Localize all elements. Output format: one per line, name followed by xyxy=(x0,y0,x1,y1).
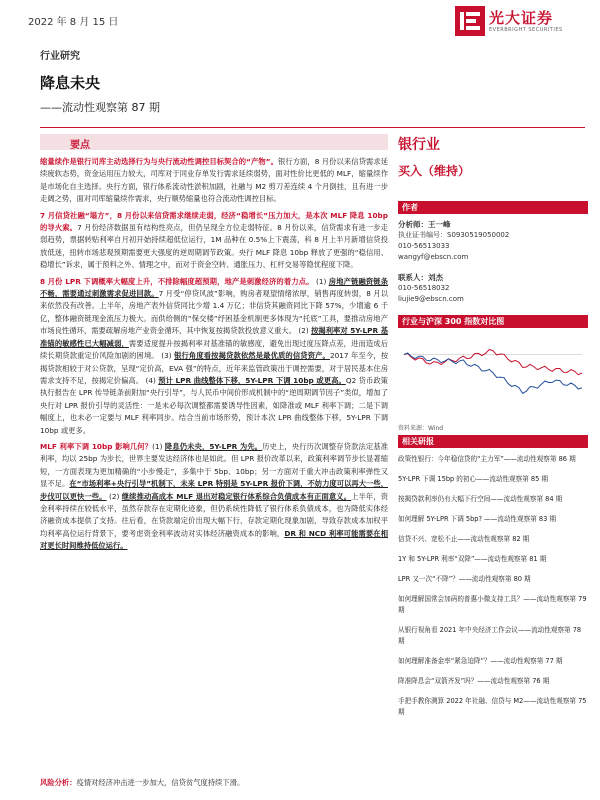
p1-rest: 银行方面，8 月份以来信贷需求延续疲软态势，资金运用压力较大，司库对于同业存单发行需求延续弱势，面对性价比更低的 MLF，缩量续作是市场化自主选择。央行方面，银行体系流动性淤积加剧，社融与 M2 剪刀差连续 4 个月倒挂，且有进一步走阔之势，面对司库缩量续作需求，央行顺势缩量也符合流动性调控目标。 xyxy=(40,157,389,204)
p4-s1: 降息仍未央，5Y-LPR 为先。 xyxy=(164,441,263,451)
p3-r4: Q2 货币政策执行报告在 LPR 传导链条前附加“央行引导”，与人民币中间价形成机制中的“逆周期调节因子”类似，增加了央行对 LPR 报价引导的灵活性：一是未必每次调整都需要诱导性因素，如降准或 MLF 利率下调；二是下调幅度上，也未必一定要与 MLF 利率同步。结合当前市场形势，预计本次 LPR 曲线整体下移，5Y-LPR 下调 10bp 或更多。 xyxy=(40,375,388,435)
key-points-header xyxy=(40,134,388,150)
p3-s3: 银行角度看按揭贷款依然是最优质的信贷资产。 xyxy=(174,351,330,361)
p4-s2: 继续推动高成本 MLF 退出对稳定银行体系综合负债成本有正面意义。 xyxy=(121,491,352,501)
related-report-item[interactable]: 降准降息会“双箭齐发”吗？——流动性观察第 76 期 xyxy=(398,677,550,685)
logo-text-en: EVERBRIGHT SECURITIES xyxy=(489,27,563,33)
p2-lead: 7 月信贷社融“塌方”，8 月份以来信贷需求继续走弱，经济“稳增长”压力加大，是本次 MLF 降息 10bp 的导火索。 xyxy=(40,210,388,233)
p3-n4: (4) xyxy=(145,375,156,385)
related-report-item[interactable]: 5Y-LPR 下调 15bp 的初心——流动性观察第 85 期 xyxy=(398,475,548,483)
rating: 买入（维持） xyxy=(398,164,471,178)
risk-text: 疫情对经济冲击进一步加大，信贷贫气度持续下滑。 xyxy=(76,778,245,787)
related-report-item[interactable]: 手把手教你测算 2022 年社融、信贷与 M2——流动性观察第 75 期 xyxy=(398,697,587,716)
related-report-item[interactable]: 按揭贷款利率仍有大幅下行空间——流动性观察第 84 期 xyxy=(398,495,563,503)
sector-name: 银行业 xyxy=(398,137,440,153)
key-points-label: 要点 xyxy=(70,140,90,151)
p2-rest: 7 月份经济数据虽有结构性亮点，但仍呈现全方位走弱特征。8 月份以来，信贷需求有进一步走弱趋势，票据转贴利率自月初开始持续超低位运行，1M 品种在 0.5%上下震荡，科 8 月上半月新增信贷投放低迷，扭转市场悲观预期需要更大强度的逆周期调节政策。央行 MLF 降息 10bp 释放了更强的“稳信用、稳增长”诉求，属于预料之外、情理之中，而对于资金空转、通胀压力、杠杆交易等隐忧程度下降。 xyxy=(40,223,389,270)
contact-phone: 010-56518032 xyxy=(398,284,450,292)
analyst-info xyxy=(398,219,588,305)
related-header: 相关研报 xyxy=(398,435,588,448)
analyst-cert: 执业证书编号：S0930519050002 xyxy=(398,231,510,239)
p1-lead: 缩量续作是银行司库主动选择行为与央行流动性调控目标契合的“产物”。 xyxy=(40,157,278,166)
paragraph-4 xyxy=(40,441,388,553)
p4-n1: (1) xyxy=(152,441,163,451)
related-report-item[interactable]: 如何理解国常会加码的普惠小微支持工具？——流动性观察第 79 期 xyxy=(398,595,587,614)
divider xyxy=(40,127,585,128)
related-report-item[interactable]: 1Y 和 5Y-LPR 利率“双降”——流动性观察第 81 期 xyxy=(398,555,547,563)
p3-head: 8 月份 LPR 下调概率大幅度上升，不排除幅度超预期，地产是刺激经济的着力点。 xyxy=(40,276,314,286)
chart-source: 资料来源：Wind xyxy=(398,425,444,432)
p4-n2: (2) xyxy=(109,491,120,501)
paragraph-3 xyxy=(40,276,388,437)
chart-header: 行业与沪深 300 指数对比图 xyxy=(398,315,588,328)
p4-r2: 上半年，资金利率持续在较低水平，虽然存款存在定期化迹象，但仍系统性降低了银行体系负债成本，也为降低实体经济融资成本提供了支持。往后看，在贷款端定价出现大幅下行、存款定期化现象加剧，导致存款成本加权平均利率高位运行背景下，要考虑资金利率波动对实体经济融资成本的影响， xyxy=(40,491,388,538)
related-report-item[interactable]: LPR 又一次“不降”？——流动性观察第 80 期 xyxy=(398,575,531,583)
p3-n1: (1) xyxy=(315,276,327,286)
chart-series-line-沪深300 xyxy=(404,353,582,393)
p4-head: MLF 利率下调 10bp 影响几何？ xyxy=(40,441,153,451)
performance-chart xyxy=(398,328,588,418)
related-report-item[interactable]: 政策性银行：今年稳信贷的“主力军”——流动性观察第 86 期 xyxy=(398,455,576,463)
report-subtitle: ——流动性观察第 87 期 xyxy=(40,101,160,114)
analyst-name: 分析师：王一峰 xyxy=(398,220,451,229)
company-logo xyxy=(455,4,590,40)
p3-s2: 按揭利率对 5Y-LPR 基准锚的敏感性已大幅减弱， xyxy=(40,326,389,348)
logo-text-cn: 光大证券 xyxy=(489,9,554,27)
p3-r3: 2017 年至今，按揭贷款相较于对公贷款，呈现“定价高，EVA 强”的特点，近年来监管政策出于调控需要，对于居民基本住房需求支持不足，按揭定价偏高。 xyxy=(40,351,389,385)
related-report-item[interactable]: 如何理解 5Y-LPR 下调 5bp? ——流动性观察第 83 期 xyxy=(398,515,556,523)
related-report-item[interactable]: 信贷不兴、宽松不止——流动性观察第 82 期 xyxy=(398,535,530,543)
paragraph-2 xyxy=(40,210,388,272)
authors-header: 作者 xyxy=(398,201,588,214)
related-reports xyxy=(398,454,588,718)
contact-name: 联系人：刘杰 xyxy=(398,273,443,282)
p3-s4: 预计 LPR 曲线整体下移，5Y-LPR 下调 10bp 或更高。 xyxy=(158,375,346,385)
contact-email[interactable]: liujie9@ebscn.com xyxy=(398,295,464,303)
risk-analysis xyxy=(40,778,244,788)
chart-series-line-银行业 xyxy=(404,350,582,375)
p4-r1a: 历史上，央行历次调整存贷款法定基准利率，均以 25bp 为步长，世界主要发达经济体也是如此。但 LPR 报价改革以来，政策利率调节步长显著缩短，一方面表现为更加精确的“小步慢走”，多集中于 5bp、10bp；另一方面对于重大冲击政策利率弹性又显不足。 xyxy=(40,441,388,489)
p4-u2: DR 和 NCD 利率可能需要在相对更长时间维持低位运行。 xyxy=(40,528,388,551)
p3-n2: (2) xyxy=(298,326,309,336)
report-title: 降息未央 xyxy=(40,74,101,92)
paragraph-1 xyxy=(40,156,388,206)
everbright-logo-icon xyxy=(455,6,485,36)
p3-r1: 7 月受“停贷风波”影响，购房者观望情绪浓厚，销售再度转弱，8 月以来依然没有改善。上半年，房地产表外信贷同比少增 1.4 万亿；非信贷其融资同比下降 57%，少增逾 6 千亿，整体融资链现金流压力极大。而供给侧的“保交楼”纾困基金机制更多体现为“托底”工具，要推动房地产市场良性循环，需要疏解房地产业资金循环，其中恢复按揭贷款投放意义重大。 xyxy=(40,289,389,336)
key-points-body xyxy=(40,156,388,553)
report-category: 行业研究 xyxy=(40,51,80,62)
p3-s1: 房地产链融资链条不畅，需要通过刺激需求促进回款。 xyxy=(40,276,389,299)
analyst-phone: 010-56513033 xyxy=(398,242,450,250)
related-report-item[interactable]: 如何理解准备金率“紧急迫降”？——流动性观察第 77 期 xyxy=(398,657,563,665)
risk-label: 风险分析： xyxy=(40,778,77,787)
p3-n3: (3) xyxy=(161,351,172,361)
p4-u1: 在“市场利率+央行引导”机制下，未来 LPR 特别是 5Y-LPR 报价下调，不妨力度可以再大一些，步伐可以更快一些。 xyxy=(40,479,388,501)
p3-r2: 需要适度提升按揭利率对基准锚的敏感度，避免出现过度压降点差，进而造成后续长期贷款重定价风险加剧的困境。 xyxy=(40,338,389,361)
report-date: 2022 年 8 月 15 日 xyxy=(28,17,119,28)
sidebar xyxy=(398,134,588,718)
analyst-email[interactable]: wangyf@ebscn.com xyxy=(398,253,469,261)
related-report-item[interactable]: 从银行视角看 2021 年中央经济工作会议——流动性观察第 78 期 xyxy=(398,626,582,645)
